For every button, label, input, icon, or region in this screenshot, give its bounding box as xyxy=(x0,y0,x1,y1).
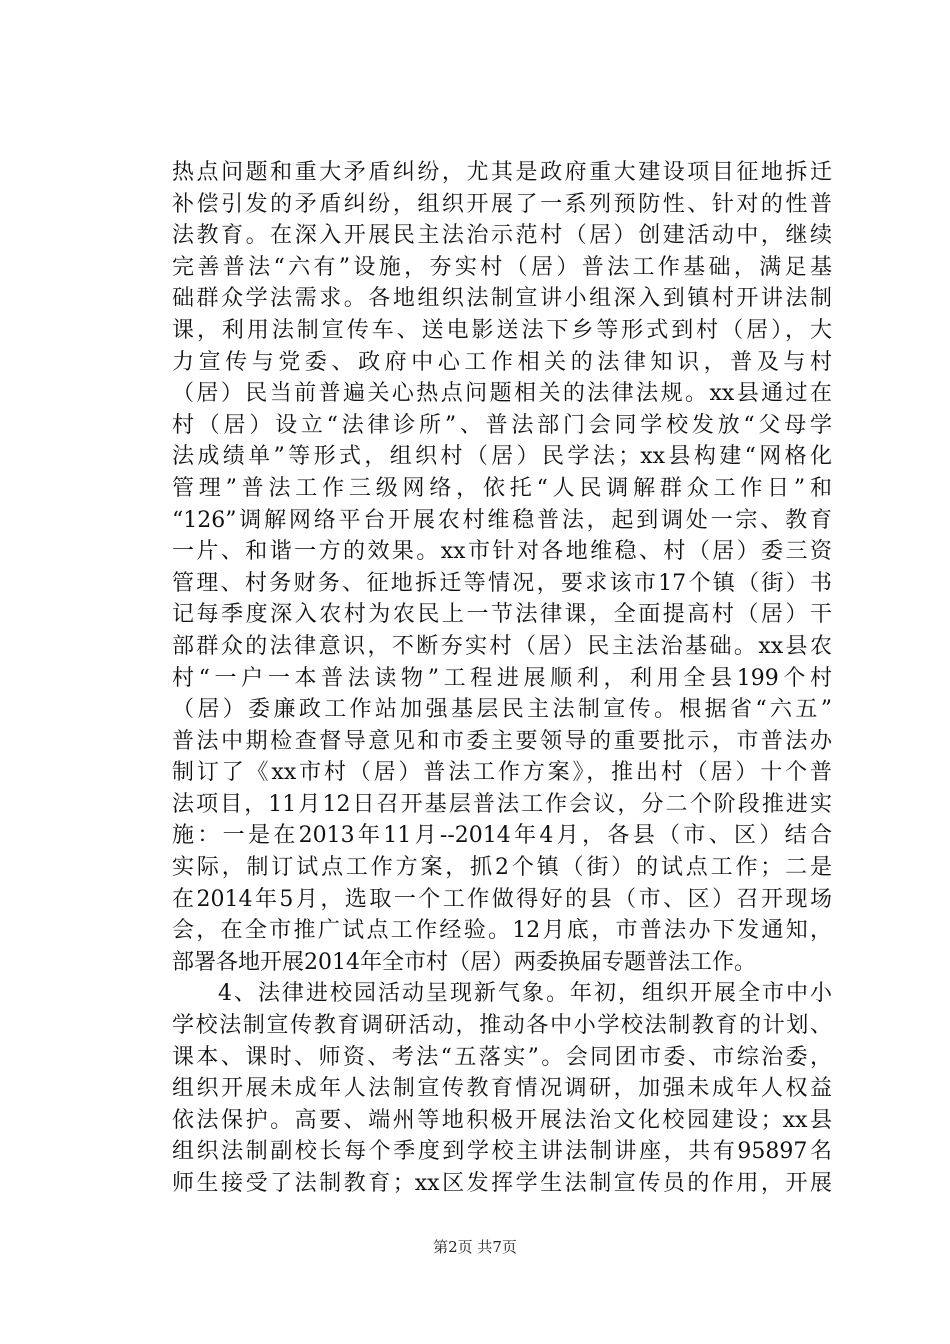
text-line: 法项目，11月12日召开基层普法工作会议，分二个阶段推进实 xyxy=(172,791,832,817)
text-line: 课本、课时、师资、考法“五落实”。会同团市委、市综治委， xyxy=(172,1044,832,1070)
text-line: 组织法制副校长每个季度到学校主讲法制讲座，共有95897名 xyxy=(172,1139,832,1165)
text-line: 部署各地开展2014年全市村（居）两委换届专题普法工作。 xyxy=(172,949,756,975)
text-line: 完善普法“六有”设施，夯实村（居）普法工作基础，满足基 xyxy=(172,254,832,280)
text-line: 在2014年5月，选取一个工作做得好的县（市、区）召开现场 xyxy=(172,886,832,912)
text-line: 管理、村务财务、征地拆迁等情况，要求该市17个镇（街）书 xyxy=(172,570,832,596)
text-line: 施：一是在2013年11月--2014年4月，各县（市、区）结合 xyxy=(172,823,832,849)
text-line: “126”调解网络平台开展农村维稳普法，起到调处一宗、教育 xyxy=(172,507,832,533)
text-line: 部群众的法律意识，不断夯实村（居）民主法治基础。xx县农 xyxy=(172,633,832,659)
text-line: 课，利用法制宣传车、送电影送法下乡等形式到村（居），大 xyxy=(172,317,832,343)
text-line: 力宣传与党委、政府中心工作相关的法律知识，普及与村 xyxy=(172,349,832,375)
text-line: 记每季度深入农村为农民上一节法律课，全面提高村（居）干 xyxy=(172,602,832,628)
text-line: 法教育。在深入开展民主法治示范村（居）创建活动中，继续 xyxy=(172,223,832,249)
text-line: 会，在全市推广试点工作经验。12月底，市普法办下发通知， xyxy=(172,918,832,944)
body-text xyxy=(172,157,832,1200)
text-line: 村（居）设立“法律诊所”、普法部门会同学校发放“父母学 xyxy=(172,412,832,438)
text-line: 组织开展未成年人法制宣传教育情况调研，加强未成年人权益 xyxy=(172,1076,832,1102)
text-line: （居）委廉政工作站加强基层民主法制宣传。根据省“六五” xyxy=(172,697,832,723)
text-line: 础群众学法需求。各地组织法制宣讲小组深入到镇村开讲法制 xyxy=(172,286,832,312)
page-number-footer: 第2页 共7页 xyxy=(433,1238,517,1256)
text-line: （居）民当前普遍关心热点问题相关的法律法规。xx县通过在 xyxy=(172,381,832,407)
text-line: 实际，制订试点工作方案，抓2个镇（街）的试点工作；二是 xyxy=(172,855,832,881)
text-line: 热点问题和重大矛盾纠纷，尤其是政府重大建设项目征地拆迁 xyxy=(172,160,832,185)
text-line: 4、法律进校园活动呈现新气象。年初，组织开展全市中小 xyxy=(218,981,832,1007)
paragraph-2 xyxy=(172,978,832,1199)
text-line: 学校法制宣传教育调研活动，推动各中小学校法制教育的计划、 xyxy=(172,1013,832,1039)
text-line: 依法保护。高要、端州等地积极开展法治文化校园建设；xx县 xyxy=(172,1107,832,1133)
text-line: 管理”普法工作三级网络，依托“人民调解群众工作日”和 xyxy=(172,475,832,501)
text-line: 法成绩单”等形式，组织村（居）民学法；xx县构建“网格化 xyxy=(172,444,832,470)
text-line: 补偿引发的矛盾纠纷，组织开展了一系列预防性、针对的性普 xyxy=(172,191,832,217)
text-line: 一片、和谐一方的效果。xx市针对各地维稳、村（居）委三资 xyxy=(172,539,832,565)
text-line: 师生接受了法制教育；xx区发挥学生法制宣传员的作用，开展 xyxy=(172,1171,832,1196)
text-line: 制订了《xx市村（居）普法工作方案》，推出村（居）十个普 xyxy=(172,760,832,786)
text-line: 普法中期检查督导意见和市委主要领导的重要批示，市普法办 xyxy=(172,728,832,754)
paragraph-1 xyxy=(172,157,832,978)
text-line: 村“一户一本普法读物”工程进展顺利，利用全县199个村 xyxy=(172,665,832,691)
